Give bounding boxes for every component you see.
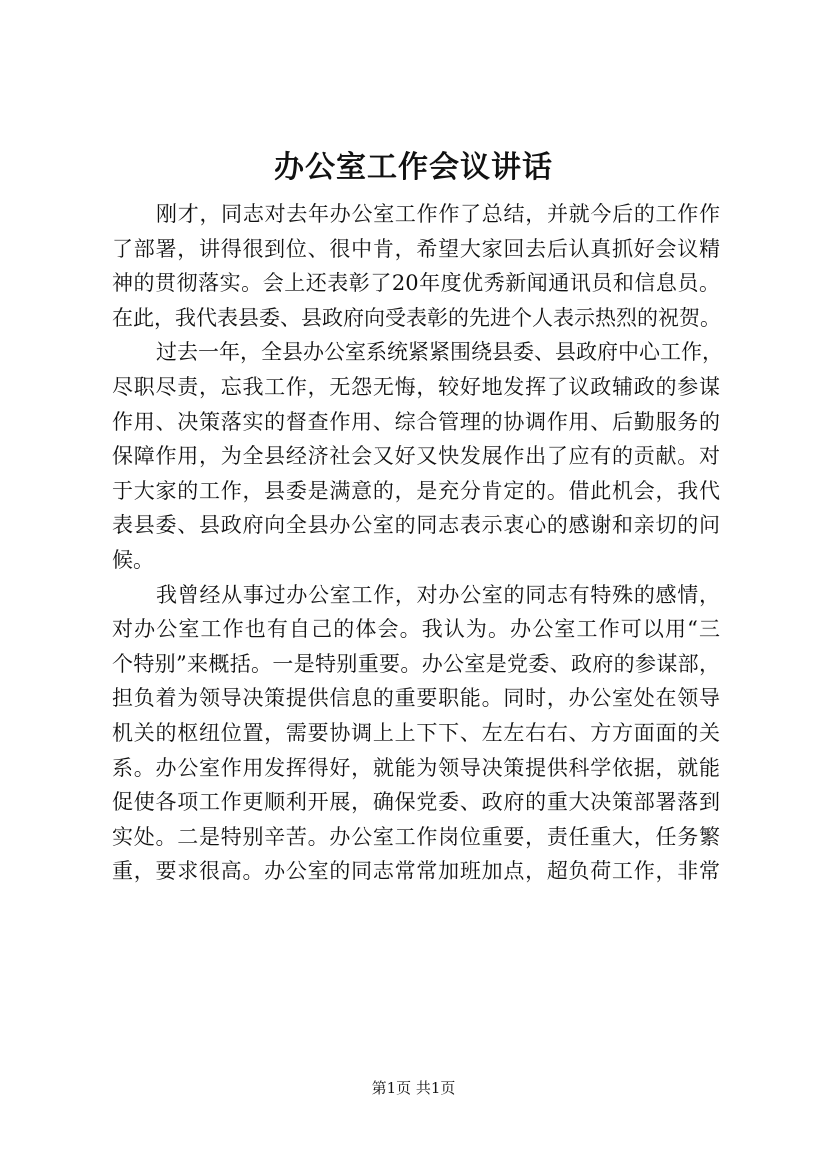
text-line: 个特别”来概括。一是特别重要。办公室是党委、政府的参谋部， — [112, 651, 720, 676]
document-title: 办公室工作会议讲话 — [274, 150, 553, 185]
text-line: 我曾经从事过办公室工作，对办公室的同志有特殊的感情， — [156, 582, 720, 607]
text-line: 候。 — [112, 547, 154, 572]
document-body — [112, 197, 723, 889]
text-line: 对办公室工作也有自己的体会。我认为。办公室工作可以用“三 — [112, 617, 720, 642]
text-line: 神的贯彻落实。会上还表彰了20年度优秀新闻通讯员和信息员。 — [112, 271, 720, 296]
text-line: 担负着为领导决策提供信息的重要职能。同时，办公室处在领导 — [112, 686, 720, 711]
page-footer: 第1页 共1页 — [371, 1079, 456, 1097]
text-line: 于大家的工作，县委是满意的，是充分肯定的。借此机会，我代 — [112, 478, 720, 503]
text-line: 尽职尽责，忘我工作，无怨无悔，较好地发挥了议政辅政的参谋 — [112, 374, 720, 399]
text-line: 保障作用，为全县经济社会又好又快发展作出了应有的贡献。对 — [112, 444, 720, 469]
text-line: 作用、决策落实的督查作用、综合管理的协调作用、后勤服务的 — [112, 409, 720, 434]
text-line: 机关的枢纽位置，需要协调上上下下、左左右右、方方面面的关 — [112, 720, 720, 745]
text-line: 了部署，讲得很到位、很中肯，希望大家回去后认真抓好会议精 — [112, 236, 720, 261]
text-line: 过去一年，全县办公室系统紧紧围绕县委、县政府中心工作， — [156, 340, 723, 365]
text-line: 表县委、县政府向全县办公室的同志表示衷心的感谢和亲切的问 — [112, 513, 720, 538]
text-line: 重，要求很高。办公室的同志常常加班加点，超负荷工作，非常 — [112, 859, 720, 884]
text-line: 系。办公室作用发挥得好，就能为领导决策提供科学依据，就能 — [112, 755, 720, 780]
text-line: 刚才，同志对去年办公室工作作了总结，并就今后的工作作 — [156, 202, 720, 226]
text-line: 实处。二是特别辛苦。办公室工作岗位重要，责任重大，任务繁 — [112, 824, 720, 849]
text-line: 在此，我代表县委、县政府向受表彰的先进个人表示热烈的祝贺。 — [112, 305, 721, 330]
text-line: 促使各项工作更顺利开展，确保党委、政府的重大决策部署落到 — [112, 790, 720, 815]
